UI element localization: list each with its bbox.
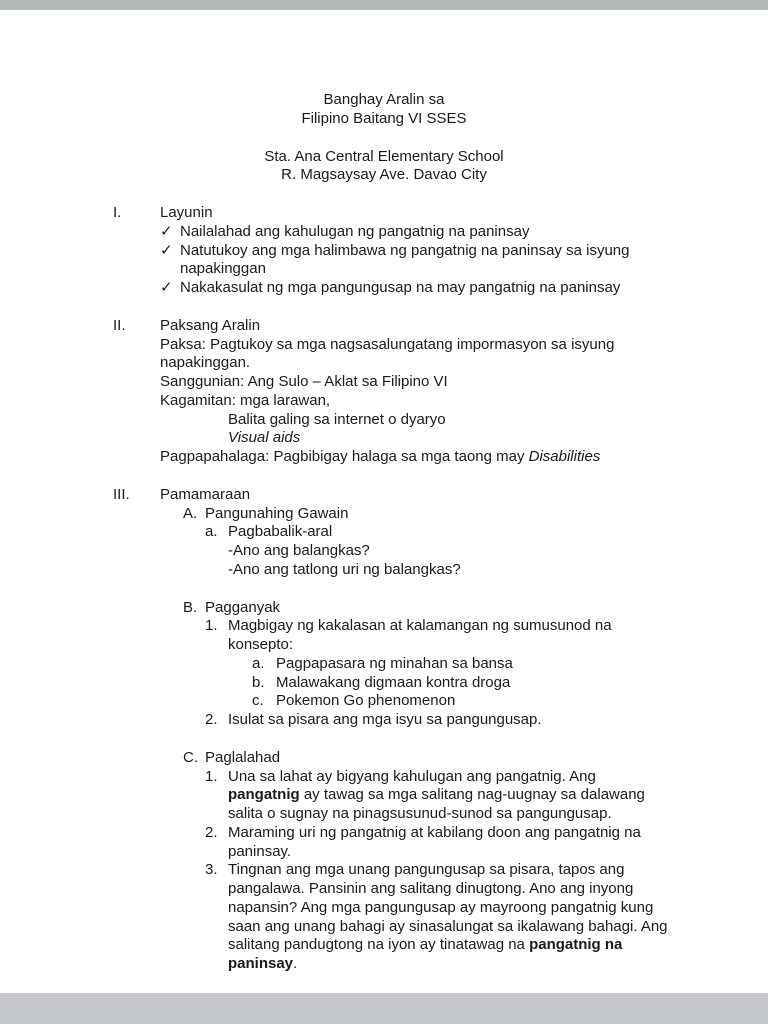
item-text: Maraming uri ng pangatnig at kabilang doon ang pangatnig na paninsay. bbox=[228, 823, 641, 860]
numbered-item bbox=[113, 617, 668, 655]
viewer-bottom-margin bbox=[0, 993, 768, 1024]
item-text: Magbigay ng kakalasan at kalamangan ng sumusunod na konsepto: bbox=[228, 617, 612, 653]
section-paksang-aralin bbox=[113, 317, 668, 467]
lettered-item bbox=[113, 674, 668, 693]
document-body bbox=[0, 204, 768, 974]
numbered-item bbox=[113, 711, 668, 730]
subsection-b-row bbox=[113, 599, 668, 618]
pagpapahalaga-text: Pagpapahalaga: Pagbibigay halaga sa mga taong may bbox=[160, 448, 529, 465]
dash-question: -Ano ang balangkas? bbox=[228, 542, 370, 559]
section-heading-row bbox=[113, 204, 668, 223]
subsection-title: Paglalahad bbox=[205, 748, 281, 766]
item-text: Pagpapasara ng minahan sa bansa bbox=[276, 654, 513, 672]
lettered-item bbox=[113, 655, 668, 674]
item-number: 3. bbox=[205, 861, 218, 879]
subsection-c-row bbox=[113, 749, 668, 768]
sub-item-row bbox=[113, 523, 668, 542]
item-text: Pokemon Go phenomenon bbox=[276, 692, 456, 710]
item-text-bold: pangatnig na paninsay bbox=[228, 936, 623, 972]
subsection-paglalahad bbox=[113, 749, 668, 974]
item-letter: a. bbox=[252, 654, 265, 672]
section-pamamaraan bbox=[113, 486, 668, 580]
item-text-bold: pangatnig bbox=[228, 786, 300, 804]
doc-title-line-1: Banghay Aralin sa bbox=[323, 91, 445, 108]
section-title: Pamamaraan bbox=[160, 485, 251, 503]
item-text bbox=[228, 861, 668, 974]
document-page bbox=[0, 10, 768, 993]
check-bullet-icon: ✓ bbox=[160, 279, 173, 296]
item-text bbox=[228, 768, 668, 824]
subsection-title: Pangunahing Gawain bbox=[205, 504, 349, 522]
objective-item bbox=[113, 279, 668, 298]
item-text-post: ay tawag sa mga salitang nag-uugnay sa dalawang salita o sugnay na pinagsusunud-sunod sa pangungusap. bbox=[228, 786, 645, 822]
kagamitan-line-3: Visual aids bbox=[228, 429, 301, 447]
section-heading-row bbox=[113, 486, 668, 505]
item-text-pre: Una sa lahat ay bigyang kahulugan ang pangatnig. Ang bbox=[228, 767, 596, 785]
kagamitan-line-2: Balita galing sa internet o dyaryo bbox=[228, 410, 446, 428]
school-name: Sta. Ana Central Elementary School bbox=[264, 147, 504, 165]
objective-text: Nailalahad ang kahulugan ng pangatnig na paninsay bbox=[180, 222, 530, 240]
section-title: Paksang Aralin bbox=[160, 316, 261, 334]
section-numeral: III. bbox=[113, 485, 130, 503]
dash-question: -Ano ang tatlong uri ng balangkas? bbox=[228, 560, 461, 578]
item-number: 1. bbox=[205, 767, 218, 785]
section-heading-row bbox=[113, 317, 668, 336]
pagpapahalaga-italic: Disabilities bbox=[528, 448, 601, 465]
section-title: Layunin bbox=[160, 204, 213, 221]
subsection-label: A. bbox=[183, 504, 198, 522]
objective-item bbox=[113, 242, 668, 280]
sanggunian-line: Sanggunian: Ang Sulo – Aklat sa Filipino VI bbox=[160, 373, 448, 390]
section-numeral: I. bbox=[113, 204, 122, 221]
pagpapahalaga-line bbox=[113, 448, 668, 467]
item-number: 2. bbox=[205, 711, 218, 728]
sub-item-label: a. bbox=[205, 523, 218, 541]
item-text: Malawakang digmaan kontra droga bbox=[276, 673, 511, 691]
lettered-item bbox=[113, 692, 668, 711]
viewer-top-margin bbox=[0, 0, 768, 10]
document-header bbox=[0, 91, 768, 185]
item-text-pre: Tingnan ang mga unang pangungusap sa pisara, tapos ang pangalawa. Pansinin ang salitang dinugtong. Ano ang inyong napansin? Ang mga pangungusap ay mayroong pangatnig kung saan ang unang bahagi ay sinasalungat sa ikalawang bahagi. Ang salitang pandugtong na iyon ay tinatawag na bbox=[228, 861, 668, 954]
objective-item bbox=[113, 223, 668, 242]
numbered-item bbox=[113, 768, 668, 824]
school-address: R. Magsaysay Ave. Davao City bbox=[281, 166, 487, 184]
section-layunin bbox=[113, 204, 668, 298]
item-number: 2. bbox=[205, 823, 218, 841]
objective-text: Natutukoy ang mga halimbawa ng pangatnig na paninsay sa isyung napakinggan bbox=[180, 241, 630, 278]
doc-title-line-2: Filipino Baitang VI SSES bbox=[301, 109, 467, 127]
item-number: 1. bbox=[205, 617, 218, 635]
item-text: Isulat sa pisara ang mga isyu sa pangungusap. bbox=[228, 711, 542, 728]
item-letter: b. bbox=[252, 673, 265, 691]
subsection-a-row bbox=[113, 505, 668, 524]
kagamitan-line: Kagamitan: mga larawan, bbox=[160, 391, 331, 409]
subsection-title: Pagganyak bbox=[205, 598, 281, 616]
check-bullet-icon: ✓ bbox=[160, 222, 173, 240]
subsection-label: C. bbox=[183, 748, 198, 766]
item-text-post: . bbox=[293, 955, 298, 972]
check-bullet-icon: ✓ bbox=[160, 241, 173, 259]
numbered-item bbox=[113, 861, 668, 974]
objective-text: Nakakasulat ng mga pangungusap na may pangatnig na paninsay bbox=[180, 279, 621, 296]
subsection-pagganyak bbox=[113, 599, 668, 730]
paksa-line: Paksa: Pagtukoy sa mga nagsasalungatang impormasyon sa isyung napakinggan. bbox=[160, 335, 615, 372]
section-numeral: II. bbox=[113, 316, 126, 334]
numbered-item bbox=[113, 824, 668, 862]
item-letter: c. bbox=[252, 692, 264, 710]
subsection-label: B. bbox=[183, 598, 198, 616]
sub-item-title: Pagbabalik-aral bbox=[228, 523, 333, 541]
